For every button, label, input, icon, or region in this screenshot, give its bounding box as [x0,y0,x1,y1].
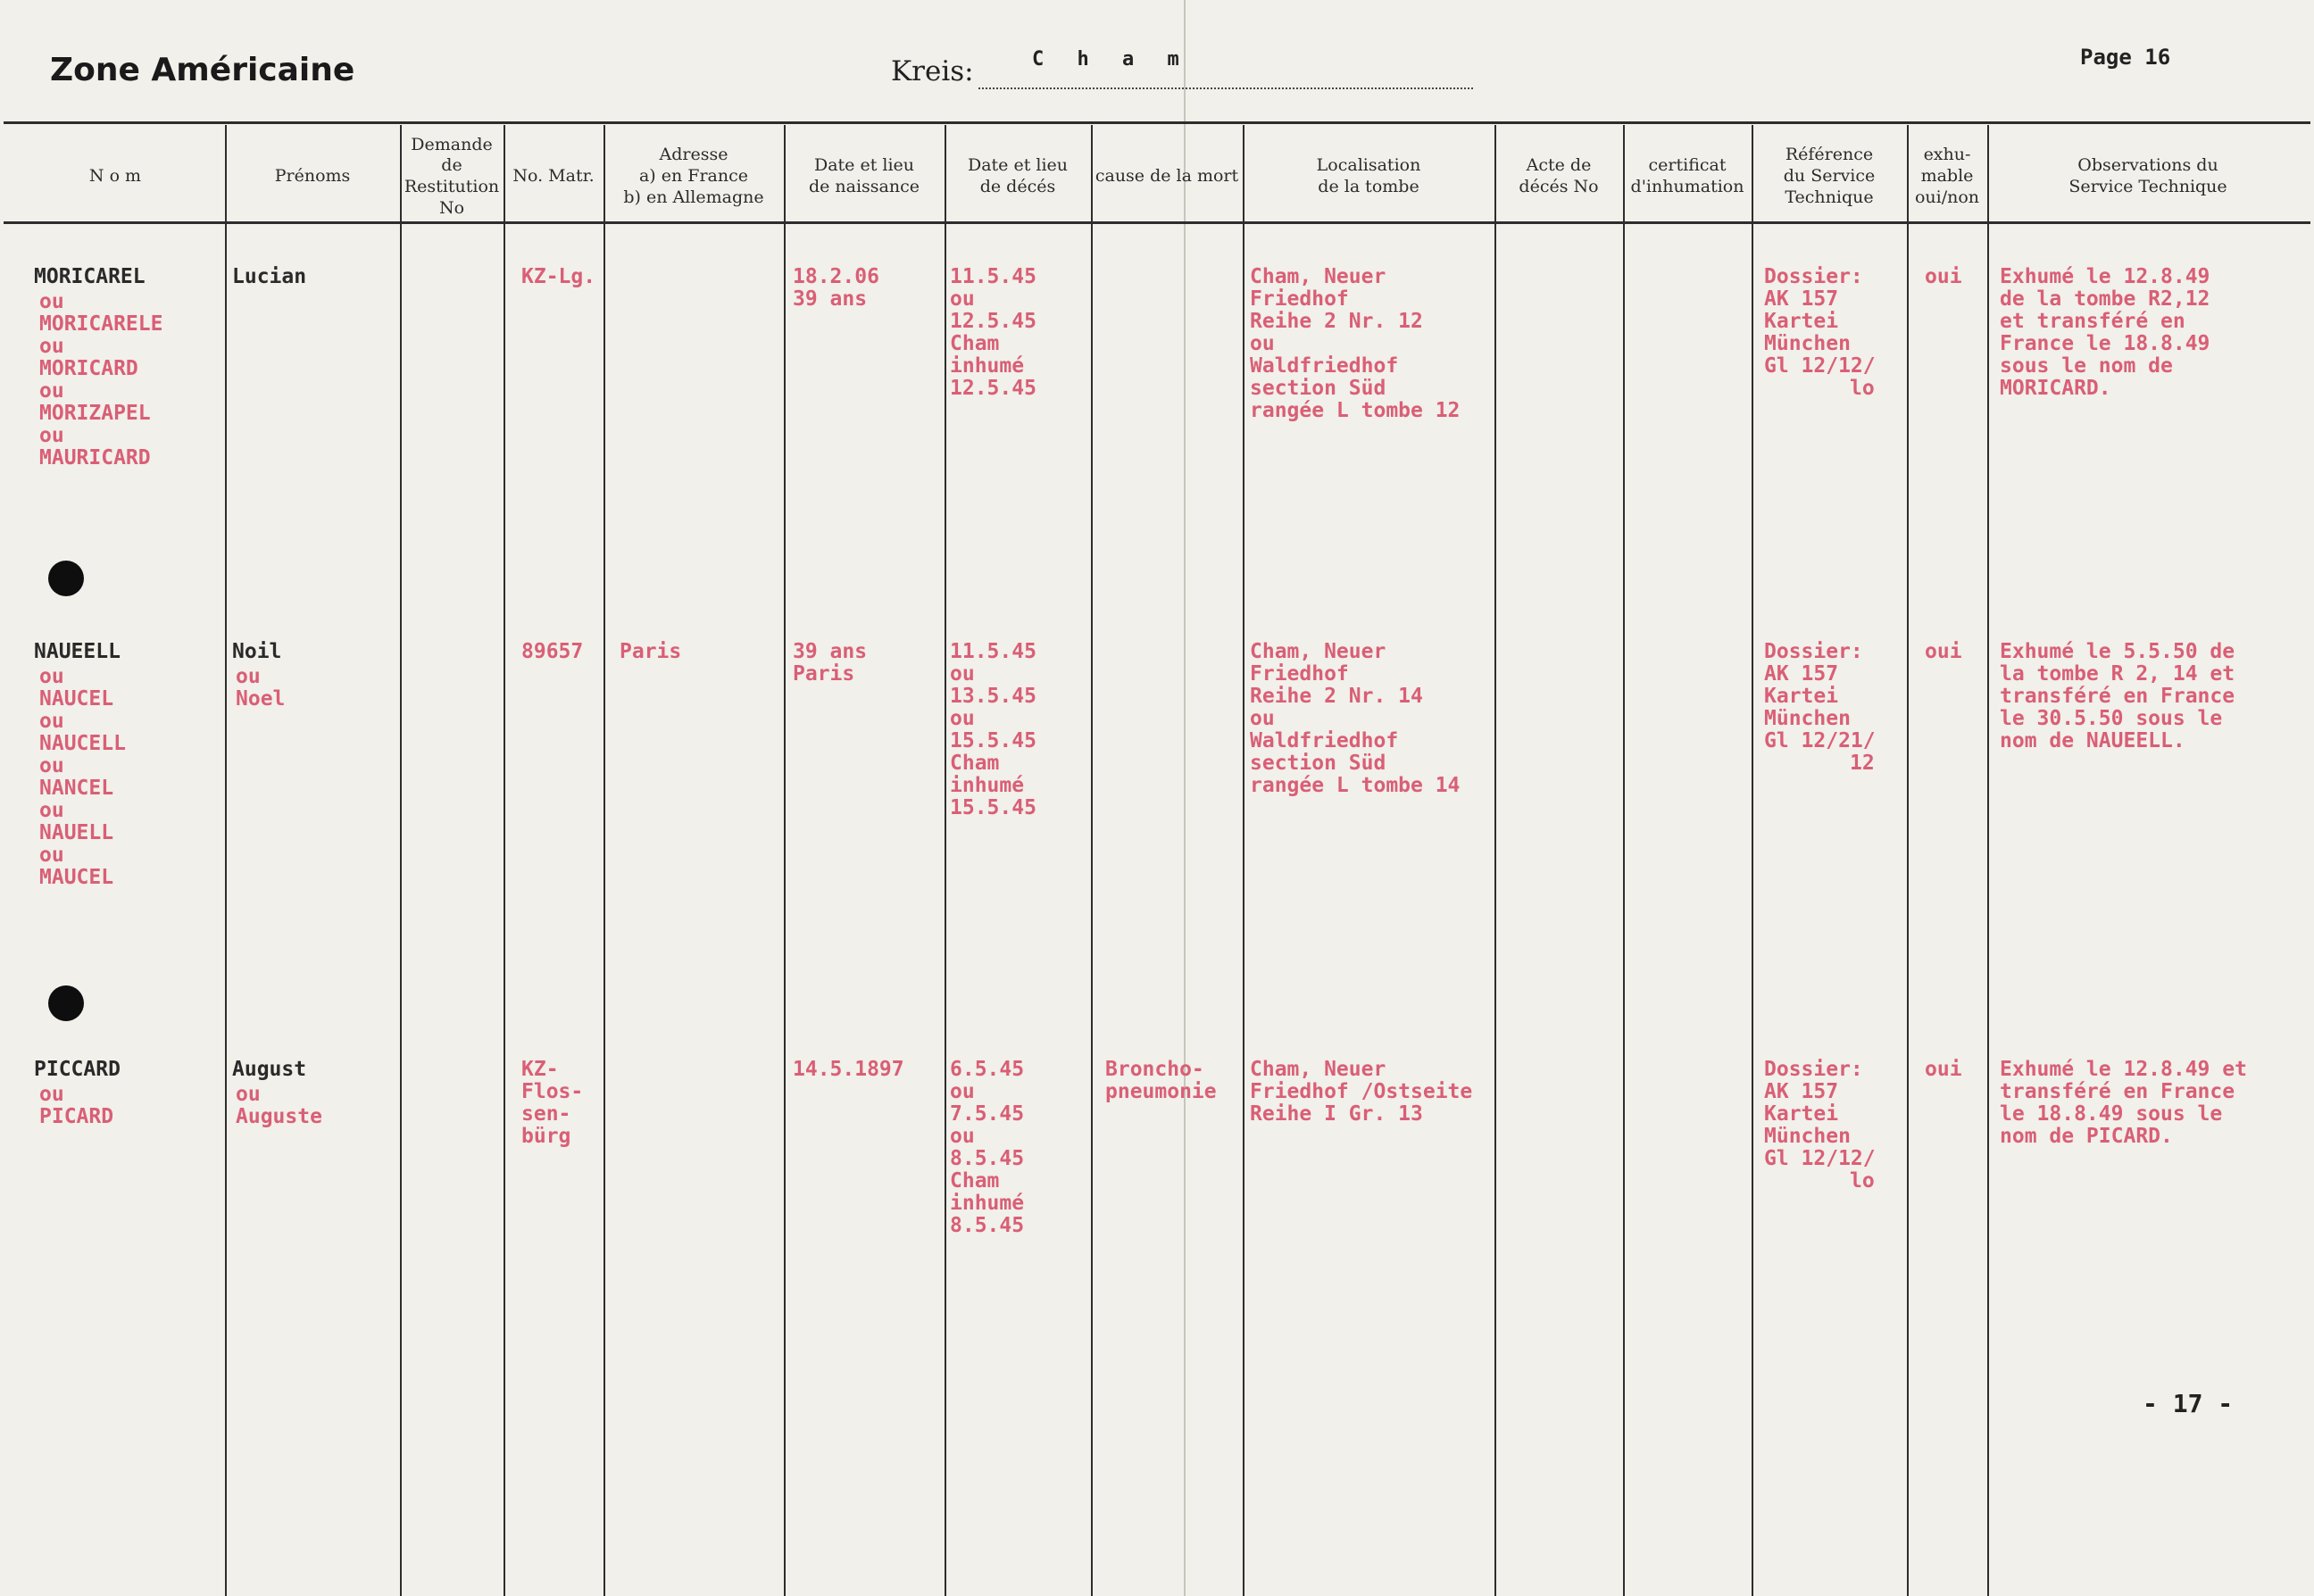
cell-observations: Exhumé le 12.8.49 et transféré en France le 18.8.49 sous le nom de PICARD. [2000,1058,2247,1148]
column-header-observations: Observations du Service Technique [2068,155,2227,196]
column-header-certificat: certificat d'inhumation [1630,155,1744,196]
column-header-reference: Référence du Service Technique [1783,145,1876,207]
cell-prenoms: August [232,1058,307,1081]
zone-title: Zone Américaine [50,52,355,88]
cell-exhumable: oui [1925,1058,1962,1081]
cell-matr: KZ- Flos- sen- bürg [521,1058,584,1148]
cell-matr: KZ-Lg. [521,265,596,288]
column-rule [504,125,505,1596]
column-rule [1752,125,1753,1596]
column-header-matr: No. Matr. [512,166,595,187]
cell-nom: NAUEELL [34,640,121,663]
column-rule [784,125,786,1596]
cell-exhumable: oui [1925,640,1962,663]
column-rule [1243,125,1244,1596]
column-rule [1494,125,1496,1596]
page-label: Page 16 [2080,45,2171,70]
footer-page-number: - 17 - [2143,1389,2234,1418]
cell-reference: Dossier: AK 157 Kartei München Gl 12/12/ [1764,1058,1876,1170]
column-header-naissance: Date et lieu de naissance [808,155,920,196]
cell-tombe: Cham, Neuer Friedhof Reihe 2 Nr. 14 ou Waldfriedhof section Süd rangée L tombe 14 [1250,640,1461,797]
cell-prenoms: Lucian [232,265,307,288]
cell-nom-variants: ou MORICARELE ou MORICARD ou MORIZAPEL ou MAURICARD [39,290,163,470]
column-header-cause: cause de la mort [1095,166,1239,187]
cell-reference-suffix: 12 [1850,752,1875,775]
cell-prenoms: Noil [232,640,282,663]
cell-reference: Dossier: AK 157 Kartei München Gl 12/21/ [1764,640,1876,752]
page-fold [1184,0,1186,1596]
column-rule [1623,125,1625,1596]
cell-exhumable: oui [1925,265,1962,288]
cell-nom: MORICAREL [34,265,146,288]
column-header-tombe: Localisation de la tombe [1316,155,1421,196]
kreis-label: Kreis: [891,55,974,87]
column-header-acte: Acte de décés No [1519,155,1599,196]
cell-observations: Exhumé le 12.8.49 de la tombe R2,12 et transféré en France le 18.8.49 sous le nom de MORICARD. [2000,265,2210,400]
cell-cause: Broncho- pneumonie [1105,1058,1217,1103]
column-rule [945,125,946,1596]
column-rule [1987,125,1989,1596]
cell-tombe: Cham, Neuer Friedhof /Ostseite Reihe I Gr. 13 [1250,1058,1473,1126]
kreis-underline [978,87,1473,89]
column-header-adresse: Adresse a) en France b) en Allemagne [623,145,764,207]
kreis-value: C h a m [1032,48,1190,71]
column-header-prenoms: Prénoms [274,166,351,187]
cell-nom: PICCARD [34,1058,121,1081]
column-rule [603,125,605,1596]
cell-deces: 6.5.45 ou 7.5.45 ou 8.5.45 Cham inhumé 8.5.45 [950,1058,1025,1237]
column-header-exhumable: exhu- mable oui/non [1914,145,1980,207]
cell-deces: 11.5.45 ou 12.5.45 Cham inhumé 12.5.45 [950,265,1036,400]
cell-observations: Exhumé le 5.5.50 de la tombe R 2, 14 et transféré en France le 30.5.50 sous le nom de NAUEELL. [2000,640,2235,752]
table-top-rule [4,121,2310,124]
punch-hole [48,561,84,596]
cell-naissance: 18.2.06 39 ans [793,265,879,311]
column-rule [1091,125,1093,1596]
cell-prenoms-variants: ou Auguste [236,1083,322,1128]
cell-matr: 89657 [521,640,584,663]
cell-naissance: 14.5.1897 [793,1058,904,1081]
cell-prenoms-variants: ou Noel [236,665,286,711]
cell-nom-variants: ou PICARD [39,1083,114,1128]
cell-deces: 11.5.45 ou 13.5.45 ou 15.5.45 Cham inhumé 15.5.45 [950,640,1036,819]
column-header-demande: Demande de Restitution No [404,134,500,218]
cell-naissance: 39 ans Paris [793,640,868,686]
punch-hole [48,985,84,1021]
column-header-deces: Date et lieu de décés [967,155,1069,196]
cell-tombe: Cham, Neuer Friedhof Reihe 2 Nr. 12 ou Waldfriedhof section Süd rangée L tombe 12 [1250,265,1461,422]
cell-reference-suffix: lo [1850,377,1875,400]
column-rule [1907,125,1909,1596]
cell-reference-suffix: lo [1850,1169,1875,1193]
cell-reference: Dossier: AK 157 Kartei München Gl 12/12/ [1764,265,1876,378]
column-rule [225,125,227,1596]
column-header-nom: N o m [88,166,142,187]
cell-nom-variants: ou NAUCEL ou NAUCELL ou NANCEL ou NAUELL ou MAUCEL [39,665,126,889]
cell-adresse: Paris [620,640,682,663]
column-rule [400,125,402,1596]
